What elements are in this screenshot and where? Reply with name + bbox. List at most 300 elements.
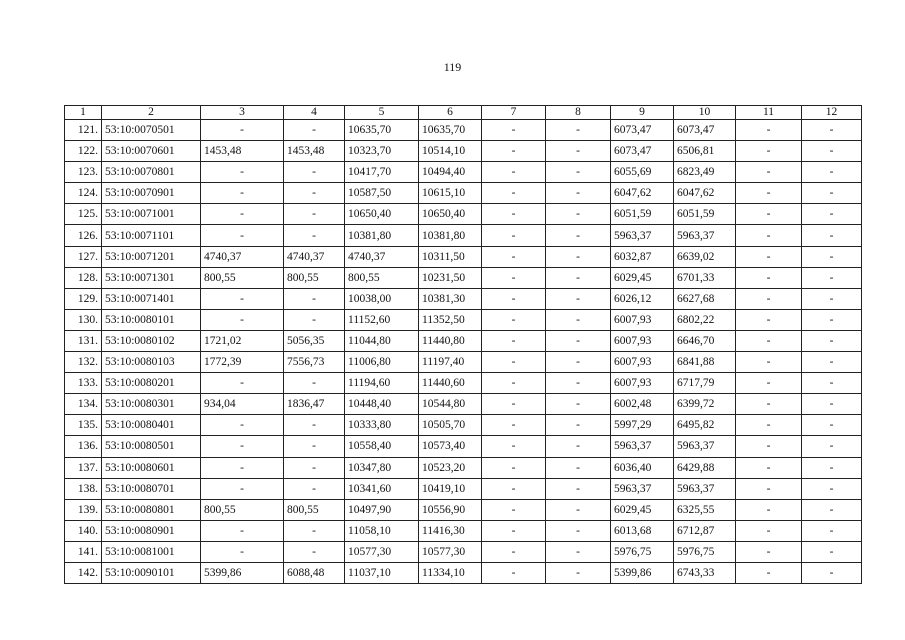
table-cell: 6325,55 [674, 499, 736, 520]
table-cell: - [284, 225, 345, 246]
table-cell: - [802, 141, 862, 162]
column-header: 9 [611, 106, 674, 120]
table-cell: - [201, 541, 284, 562]
table-cell: - [482, 267, 546, 288]
table-cell: 6051,59 [611, 204, 674, 225]
header-row [65, 106, 862, 120]
table-cell: 5997,29 [611, 415, 674, 436]
table-cell: 11058,10 [345, 520, 419, 541]
table-cell: - [736, 267, 802, 288]
table-row [65, 352, 862, 373]
table-cell: 123. [65, 162, 102, 183]
table-cell: - [482, 120, 546, 141]
table-cell: 6429,88 [674, 457, 736, 478]
column-header: 12 [802, 106, 862, 120]
table-cell: - [482, 457, 546, 478]
table-cell: - [284, 162, 345, 183]
table-cell: 53:10:0080101 [102, 309, 201, 330]
table-row [65, 436, 862, 457]
table-cell: - [482, 562, 546, 583]
table-cell: - [736, 204, 802, 225]
column-header: 10 [674, 106, 736, 120]
table-cell: 11152,60 [345, 309, 419, 330]
table-cell: - [802, 562, 862, 583]
table-cell: - [284, 520, 345, 541]
table-cell: 10587,50 [345, 183, 419, 204]
table-cell: 53:10:0071101 [102, 225, 201, 246]
table-cell: - [802, 330, 862, 351]
table-cell: 6051,59 [674, 204, 736, 225]
table-cell: 4740,37 [284, 246, 345, 267]
table-cell: - [802, 394, 862, 415]
table-cell: - [736, 499, 802, 520]
table-cell: 6495,82 [674, 415, 736, 436]
table-cell: 10635,70 [419, 120, 482, 141]
table-cell: 142. [65, 562, 102, 583]
table-cell: - [802, 288, 862, 309]
table-cell: 127. [65, 246, 102, 267]
table-cell: 6013,68 [611, 520, 674, 541]
table-cell: - [736, 520, 802, 541]
table-row [65, 183, 862, 204]
table-cell: 53:10:0081001 [102, 541, 201, 562]
table-cell: - [546, 541, 611, 562]
column-header: 3 [201, 106, 284, 120]
table-cell: 11416,30 [419, 520, 482, 541]
table-cell: 5056,35 [284, 330, 345, 351]
table-cell: 11044,80 [345, 330, 419, 351]
table-cell: 6802,22 [674, 309, 736, 330]
table-cell: - [482, 246, 546, 267]
table-cell: 6007,93 [611, 309, 674, 330]
table-cell: - [546, 204, 611, 225]
table-cell: 10419,10 [419, 478, 482, 499]
table-cell: 6717,79 [674, 373, 736, 394]
table-cell: 5963,37 [611, 225, 674, 246]
table-cell: 6007,93 [611, 330, 674, 351]
table-cell: - [736, 120, 802, 141]
table-cell: - [546, 436, 611, 457]
table-cell: - [482, 373, 546, 394]
table-cell: - [201, 436, 284, 457]
table-cell: 5963,37 [611, 436, 674, 457]
table-row [65, 520, 862, 541]
table-cell: 141. [65, 541, 102, 562]
table-row [65, 246, 862, 267]
table-cell: - [284, 288, 345, 309]
table-cell: 4740,37 [345, 246, 419, 267]
table-cell: 53:10:0071301 [102, 267, 201, 288]
table-cell: - [802, 373, 862, 394]
table-row [65, 415, 862, 436]
table-cell: 11440,80 [419, 330, 482, 351]
table-cell: - [802, 415, 862, 436]
table-cell: 6055,69 [611, 162, 674, 183]
table-cell: 6036,40 [611, 457, 674, 478]
table-cell: 7556,73 [284, 352, 345, 373]
table-row [65, 373, 862, 394]
table-cell: 6646,70 [674, 330, 736, 351]
table-cell: - [802, 457, 862, 478]
table-cell: - [546, 120, 611, 141]
table-cell: 125. [65, 204, 102, 225]
table-cell: 6032,87 [611, 246, 674, 267]
table-cell: 132. [65, 352, 102, 373]
table-cell: 10231,50 [419, 267, 482, 288]
table-cell: - [546, 288, 611, 309]
table-cell: - [284, 478, 345, 499]
table-cell: 800,55 [284, 267, 345, 288]
table-cell: 11334,10 [419, 562, 482, 583]
table-cell: - [284, 436, 345, 457]
table-cell: 1453,48 [201, 141, 284, 162]
table-cell: - [736, 330, 802, 351]
table-cell: - [546, 499, 611, 520]
table-cell: 53:10:0080401 [102, 415, 201, 436]
page-number: 119 [443, 60, 462, 74]
table-cell: 5963,37 [611, 478, 674, 499]
table-cell: 53:10:0071201 [102, 246, 201, 267]
table-cell: 139. [65, 499, 102, 520]
table-cell: - [201, 120, 284, 141]
table-cell: - [546, 246, 611, 267]
table-cell: - [546, 394, 611, 415]
table-cell: - [736, 183, 802, 204]
table-cell: 126. [65, 225, 102, 246]
table-cell: - [802, 478, 862, 499]
table-cell: 1772,39 [201, 352, 284, 373]
table-cell: 5976,75 [611, 541, 674, 562]
table-cell: - [284, 415, 345, 436]
table-cell: 10523,20 [419, 457, 482, 478]
table-cell: 6701,33 [674, 267, 736, 288]
table-cell: 10333,80 [345, 415, 419, 436]
table-cell: - [736, 246, 802, 267]
table-cell: - [802, 499, 862, 520]
table-row [65, 394, 862, 415]
table-cell: - [802, 162, 862, 183]
table-cell: - [482, 309, 546, 330]
table-cell: 134. [65, 394, 102, 415]
table-cell: - [482, 330, 546, 351]
table-row [65, 267, 862, 288]
table-cell: 5963,37 [674, 436, 736, 457]
table-cell: - [736, 541, 802, 562]
table-cell: 11197,40 [419, 352, 482, 373]
table-cell: 10615,10 [419, 183, 482, 204]
table-cell: 6073,47 [674, 120, 736, 141]
table-cell: 11352,50 [419, 309, 482, 330]
column-header: 6 [419, 106, 482, 120]
table-cell: 10417,70 [345, 162, 419, 183]
table-cell: - [802, 246, 862, 267]
table-cell: 6047,62 [674, 183, 736, 204]
table-cell: 136. [65, 436, 102, 457]
table-cell: - [736, 352, 802, 373]
table-cell: 10448,40 [345, 394, 419, 415]
table-cell: - [546, 373, 611, 394]
table-cell: 6047,62 [611, 183, 674, 204]
table-cell: 129. [65, 288, 102, 309]
table-cell: 6029,45 [611, 267, 674, 288]
table-cell: - [482, 183, 546, 204]
table-cell: - [802, 520, 862, 541]
table-cell: 10381,80 [345, 225, 419, 246]
table-cell: - [802, 204, 862, 225]
table-cell: 5976,75 [674, 541, 736, 562]
table-cell: 10494,40 [419, 162, 482, 183]
table-cell: 10381,30 [419, 288, 482, 309]
table-cell: 6073,47 [611, 120, 674, 141]
table-cell: - [482, 204, 546, 225]
table-row [65, 562, 862, 583]
table-cell: - [201, 204, 284, 225]
table-cell: - [482, 478, 546, 499]
table-cell: - [736, 225, 802, 246]
table-cell: 124. [65, 183, 102, 204]
table-cell: 10514,10 [419, 141, 482, 162]
table-cell: - [482, 288, 546, 309]
table-cell: - [284, 204, 345, 225]
table-row [65, 541, 862, 562]
table-cell: 6088,48 [284, 562, 345, 583]
table-cell: 10635,70 [345, 120, 419, 141]
table-cell: 6743,33 [674, 562, 736, 583]
table-cell: 53:10:0070801 [102, 162, 201, 183]
table-cell: 6506,81 [674, 141, 736, 162]
table-cell: - [546, 415, 611, 436]
table-cell: 53:10:0080301 [102, 394, 201, 415]
table-row [65, 162, 862, 183]
table-cell: 1721,02 [201, 330, 284, 351]
table-cell: 10323,70 [345, 141, 419, 162]
table-cell: 4740,37 [201, 246, 284, 267]
table-cell: 6029,45 [611, 499, 674, 520]
table-cell: 10038,00 [345, 288, 419, 309]
table-cell: 6007,93 [611, 373, 674, 394]
table-cell: 53:10:0070601 [102, 141, 201, 162]
table-cell: - [736, 288, 802, 309]
table-cell: - [546, 141, 611, 162]
table-cell: - [736, 373, 802, 394]
table-cell: 10577,30 [345, 541, 419, 562]
table-cell: 53:10:0071001 [102, 204, 201, 225]
table-cell: - [482, 499, 546, 520]
table-cell: 1836,47 [284, 394, 345, 415]
table-cell: - [201, 288, 284, 309]
table-row [65, 204, 862, 225]
table-cell: 10650,40 [419, 204, 482, 225]
table-cell: 6639,02 [674, 246, 736, 267]
table-cell: - [482, 162, 546, 183]
table-cell: 5963,37 [674, 225, 736, 246]
table-cell: 121. [65, 120, 102, 141]
table-cell: - [546, 162, 611, 183]
table-cell: 53:10:0080801 [102, 499, 201, 520]
column-header: 1 [65, 106, 102, 120]
table-cell: 800,55 [284, 499, 345, 520]
table-cell: - [546, 267, 611, 288]
table-cell: 6712,87 [674, 520, 736, 541]
table-cell: 6002,48 [611, 394, 674, 415]
table-cell: - [482, 415, 546, 436]
table-cell: 53:10:0090101 [102, 562, 201, 583]
table-row [65, 120, 862, 141]
table-cell: - [736, 141, 802, 162]
table-cell: 53:10:0070501 [102, 120, 201, 141]
table-cell: - [482, 352, 546, 373]
table-cell: 800,55 [345, 267, 419, 288]
column-header: 11 [736, 106, 802, 120]
table-cell: 53:10:0080901 [102, 520, 201, 541]
table-row [65, 478, 862, 499]
table-cell: - [736, 309, 802, 330]
table-cell: - [802, 225, 862, 246]
table-cell: - [284, 541, 345, 562]
table-cell: 140. [65, 520, 102, 541]
table-cell: 53:10:0080701 [102, 478, 201, 499]
table-cell: - [802, 183, 862, 204]
table-cell: 10573,40 [419, 436, 482, 457]
table-cell: 6823,49 [674, 162, 736, 183]
table-cell: 53:10:0070901 [102, 183, 201, 204]
table-row [65, 225, 862, 246]
table-cell: - [546, 225, 611, 246]
table-cell: 11037,10 [345, 562, 419, 583]
data-table [64, 105, 862, 584]
table-cell: 131. [65, 330, 102, 351]
table-cell: 53:10:0080201 [102, 373, 201, 394]
table-row [65, 457, 862, 478]
table-cell: 11006,80 [345, 352, 419, 373]
table-cell: 135. [65, 415, 102, 436]
table-cell: - [736, 436, 802, 457]
table-cell: 53:10:0080102 [102, 330, 201, 351]
table-cell: 6627,68 [674, 288, 736, 309]
table-cell: 10381,80 [419, 225, 482, 246]
table-cell: - [284, 120, 345, 141]
table-cell: 10556,90 [419, 499, 482, 520]
table-cell: 6026,12 [611, 288, 674, 309]
table-cell: - [546, 457, 611, 478]
table-cell: 11440,60 [419, 373, 482, 394]
table-cell: - [201, 162, 284, 183]
table-cell: 53:10:0071401 [102, 288, 201, 309]
table-cell: 10311,50 [419, 246, 482, 267]
table-cell: - [802, 352, 862, 373]
table-cell: - [736, 394, 802, 415]
table-cell: - [736, 162, 802, 183]
table-cell: - [284, 309, 345, 330]
table-cell: - [802, 309, 862, 330]
table-cell: - [736, 562, 802, 583]
table-cell: 800,55 [201, 499, 284, 520]
table-cell: - [802, 267, 862, 288]
table-cell: - [802, 541, 862, 562]
table-row [65, 330, 862, 351]
table-cell: 10505,70 [419, 415, 482, 436]
table-cell: 53:10:0080501 [102, 436, 201, 457]
table-cell: 11194,60 [345, 373, 419, 394]
column-header: 5 [345, 106, 419, 120]
table-cell: 5399,86 [611, 562, 674, 583]
table-cell: - [802, 436, 862, 457]
table-cell: 128. [65, 267, 102, 288]
table-cell: - [482, 225, 546, 246]
table-cell: - [201, 309, 284, 330]
table-cell: 6841,88 [674, 352, 736, 373]
table-row [65, 499, 862, 520]
table-cell: 130. [65, 309, 102, 330]
table-cell: - [482, 520, 546, 541]
table-cell: - [482, 394, 546, 415]
table-cell: - [546, 183, 611, 204]
table-cell: - [284, 457, 345, 478]
table-cell: - [201, 225, 284, 246]
column-header: 8 [546, 106, 611, 120]
table-cell: - [482, 141, 546, 162]
table-cell: - [546, 478, 611, 499]
table-cell: 10577,30 [419, 541, 482, 562]
table-cell: - [736, 478, 802, 499]
table-cell: 10558,40 [345, 436, 419, 457]
table-cell: 10497,90 [345, 499, 419, 520]
table-cell: - [201, 520, 284, 541]
table-cell: - [201, 415, 284, 436]
table-cell: 10341,60 [345, 478, 419, 499]
table-cell: 137. [65, 457, 102, 478]
table-cell: - [482, 436, 546, 457]
table-cell: - [736, 457, 802, 478]
table-row [65, 309, 862, 330]
table-cell: 800,55 [201, 267, 284, 288]
table-cell: 1453,48 [284, 141, 345, 162]
table-cell: 6007,93 [611, 352, 674, 373]
table-cell: - [284, 183, 345, 204]
table-cell: - [802, 120, 862, 141]
table-cell: 138. [65, 478, 102, 499]
table-cell: 53:10:0080601 [102, 457, 201, 478]
table-cell: - [546, 520, 611, 541]
table-cell: 10544,80 [419, 394, 482, 415]
table-cell: 5963,37 [674, 478, 736, 499]
table-cell: 6073,47 [611, 141, 674, 162]
table-cell: - [201, 478, 284, 499]
table-row [65, 288, 862, 309]
column-header: 4 [284, 106, 345, 120]
table-cell: - [201, 373, 284, 394]
table-cell: 122. [65, 141, 102, 162]
table-cell: - [546, 562, 611, 583]
table-cell: - [736, 415, 802, 436]
table-cell: - [482, 541, 546, 562]
table-cell: 934,04 [201, 394, 284, 415]
table-cell: - [546, 330, 611, 351]
table-cell: 53:10:0080103 [102, 352, 201, 373]
table-cell: 10347,80 [345, 457, 419, 478]
table-cell: 6399,72 [674, 394, 736, 415]
table-cell: - [546, 352, 611, 373]
column-header: 2 [102, 106, 201, 120]
table-cell: - [284, 373, 345, 394]
table-cell: - [546, 309, 611, 330]
table-row [65, 141, 862, 162]
table-cell: - [201, 457, 284, 478]
table-cell: 133. [65, 373, 102, 394]
table-cell: 5399,86 [201, 562, 284, 583]
table-body [65, 120, 862, 584]
table-cell: 10650,40 [345, 204, 419, 225]
